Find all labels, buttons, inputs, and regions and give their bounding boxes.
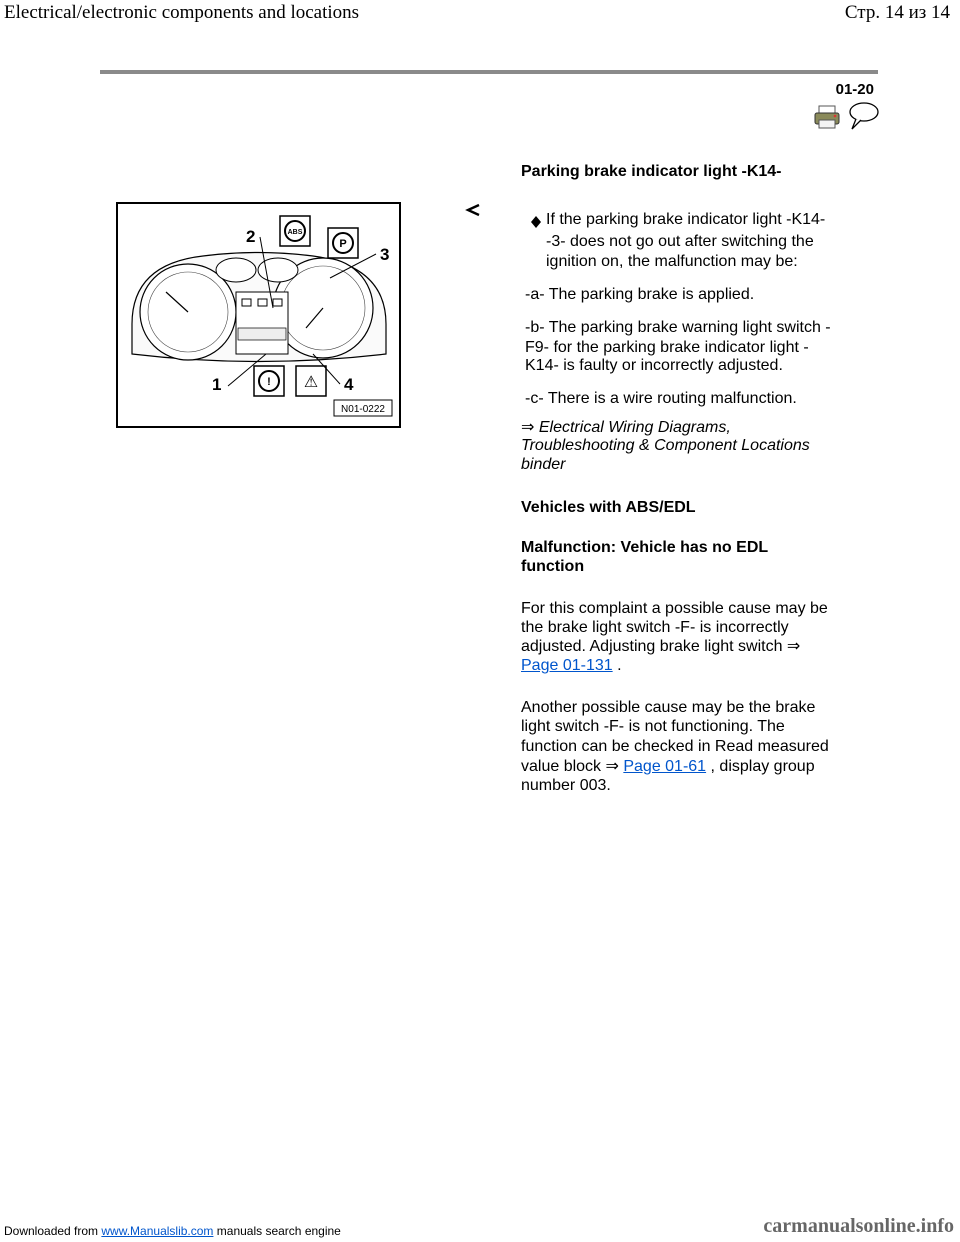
watermark: carmanualsonline.info: [763, 1215, 954, 1237]
para2-line-2: light switch -F- is not functioning. The: [521, 718, 785, 735]
callout-4: 4: [344, 375, 354, 394]
callout-1: 1: [212, 375, 222, 394]
para2-line-4: [521, 757, 815, 777]
reference-text-2: Troubleshooting & Component Locations: [521, 437, 810, 454]
item-a: -a- The parking brake is applied.: [525, 286, 755, 303]
para1-line-4: [521, 656, 622, 676]
heading-malfunction-2: function: [521, 558, 585, 575]
heading-abs-edl: Vehicles with ABS/EDL: [521, 499, 696, 516]
lamp-label-brake: !: [267, 376, 271, 388]
bullet-line-1: If the parking brake indicator light -K14-: [546, 211, 826, 228]
para2-line-3: function can be checked in Read measured: [521, 738, 829, 755]
footer-prefix: Downloaded from: [4, 1224, 102, 1238]
document-title: Electrical/electronic components and locations: [4, 2, 360, 23]
reference-text-3: binder: [521, 456, 566, 473]
para2-line-1: Another possible cause may be the brake: [521, 699, 816, 716]
lamp-label-abs: ABS: [287, 229, 303, 236]
reference-text-1: Electrical Wiring Diagrams,: [538, 419, 731, 436]
item-b-line-3: K14- is faulty or incorrectly adjusted.: [525, 357, 783, 374]
item-b-line-1: -b- The parking brake warning light switch -: [525, 319, 831, 336]
page-title: Parking brake indicator light -K14-: [521, 163, 782, 180]
para1-line-3: adjusted. Adjusting brake light switch ⇒: [521, 638, 801, 655]
speech-bubble-icon[interactable]: [846, 101, 880, 131]
item-b-line-2: F9- for the parking brake indicator light -: [525, 339, 809, 356]
page-01-61-link[interactable]: Page 01-61: [623, 758, 707, 775]
reference-line-1: [521, 418, 731, 438]
bullet-line-3: ignition on, the malfunction may be:: [546, 253, 798, 270]
lamp-label-p: P: [339, 238, 347, 250]
bullet-line-2: -3- does not go out after switching the: [546, 233, 814, 250]
footer-suffix: manuals search engine: [213, 1224, 341, 1238]
download-footer: [4, 1224, 341, 1238]
callout-2: 2: [246, 227, 256, 246]
page-counter: Стр. 14 из 14: [844, 2, 950, 23]
para1-line-2: the brake light switch -F- is incorrectly: [521, 619, 789, 636]
manualslib-link[interactable]: www.Manualslib.com: [101, 1224, 214, 1238]
reference-arrow: ⇒: [521, 419, 535, 436]
lamp-label-warning: ⚠: [303, 372, 319, 391]
section-number: 01-20: [835, 81, 874, 98]
callout-3: 3: [380, 245, 390, 264]
page-01-131-link[interactable]: Page 01-131: [521, 657, 613, 674]
para1-tail: .: [612, 657, 622, 674]
para2-prefix: value block ⇒: [521, 758, 624, 775]
para2-line-5: number 003.: [521, 777, 611, 794]
header-rule: [100, 70, 878, 74]
print-icon[interactable]: [814, 105, 840, 129]
para1-line-1: For this complaint a possible cause may be: [521, 600, 828, 617]
figure-pointer-icon: [465, 202, 481, 218]
figure-code: N01-0222: [341, 404, 385, 415]
heading-malfunction-1: Malfunction: Vehicle has no EDL: [521, 539, 769, 556]
instrument-cluster-figure: [116, 202, 401, 428]
item-c: -c- There is a wire routing malfunction.: [525, 390, 797, 407]
para2-suffix: , display group: [706, 758, 815, 775]
diamond-bullet-icon: [531, 216, 541, 228]
